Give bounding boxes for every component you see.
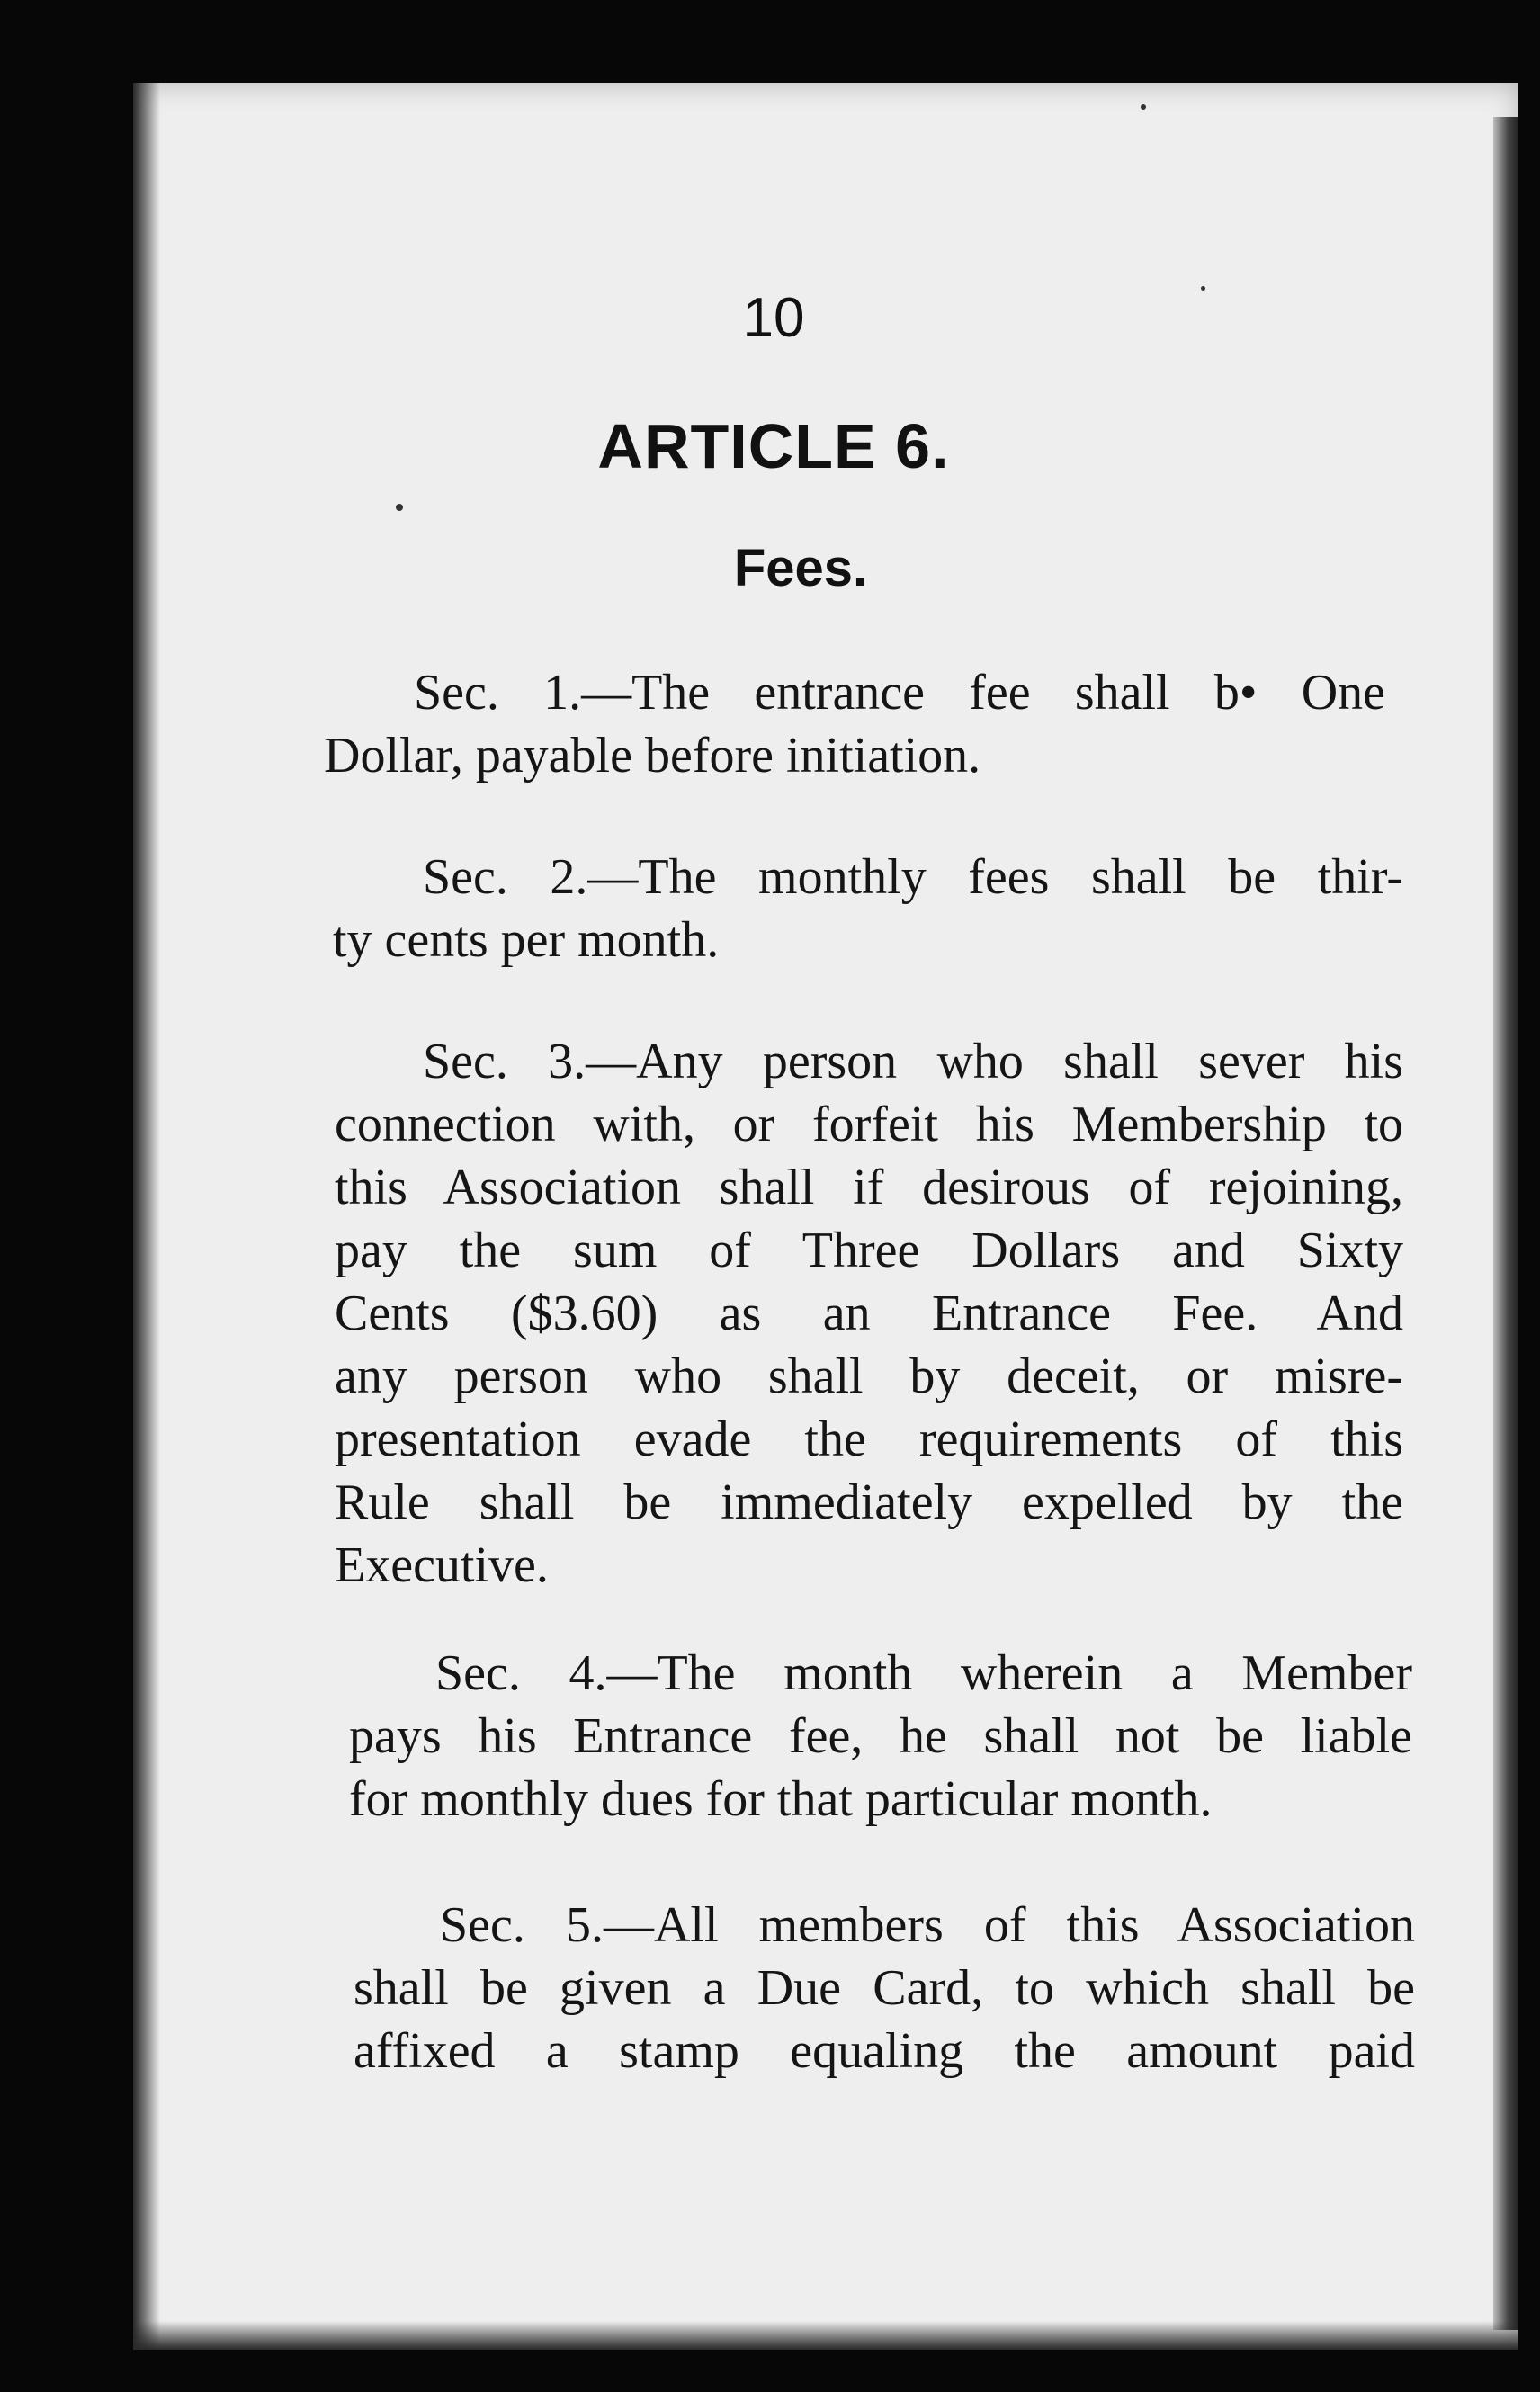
scan-speck (1141, 104, 1146, 110)
scan-speck (396, 504, 403, 511)
text-line: Cents ($3.60) as an Entrance Fee. And (335, 1286, 1403, 1341)
text-line: Sec. 1.—The entrance fee shall b• One (414, 665, 1385, 721)
section-heading: Fees. (733, 539, 868, 597)
text-line: Sec. 4.—The month wherein a Member (435, 1645, 1412, 1701)
text-line: Executive. (335, 1537, 549, 1593)
text-line: affixed a stamp equaling the amount paid (354, 2023, 1415, 2079)
text-line: Rule shall be immediately expelled by the (335, 1474, 1403, 1530)
section-3-paragraph (335, 1030, 1403, 1597)
text-line: Dollar, payable before initiation. (324, 728, 981, 784)
page-left-shadow (133, 83, 160, 2350)
text-line: Sec. 2.—The monthly fees shall be thir- (423, 849, 1403, 905)
scan-speck (1201, 286, 1205, 291)
text-line: Sec. 3.—Any person who shall sever his (423, 1034, 1403, 1089)
text-line: any person who shall by deceit, or misre- (335, 1348, 1403, 1404)
text-line: pays his Entrance fee, he shall not be liable (349, 1708, 1412, 1764)
text-line: Sec. 5.—All members of this Association (440, 1897, 1415, 1953)
article-heading: ARTICLE 6. (597, 411, 950, 481)
text-line: ty cents per month. (333, 912, 720, 968)
text-line: presentation evade the requirements of this (335, 1411, 1403, 1467)
text-line: connection with, or forfeit his Membership to (335, 1097, 1403, 1152)
section-5-paragraph (354, 1894, 1415, 2083)
text-line: for monthly dues for that particular month. (349, 1771, 1213, 1827)
section-1-paragraph (324, 661, 1385, 787)
text-line: this Association shall if desirous of rejoining, (335, 1160, 1403, 1215)
page-bottom-shadow (133, 2321, 1518, 2350)
page-binding-edge (1493, 117, 1518, 2330)
text-line: shall be given a Due Card, to which shall be (354, 1960, 1415, 2016)
section-2-paragraph (333, 846, 1403, 972)
page-number: 10 (742, 287, 805, 349)
text-line: pay the sum of Three Dollars and Sixty (335, 1223, 1403, 1278)
section-4-paragraph (349, 1642, 1412, 1831)
